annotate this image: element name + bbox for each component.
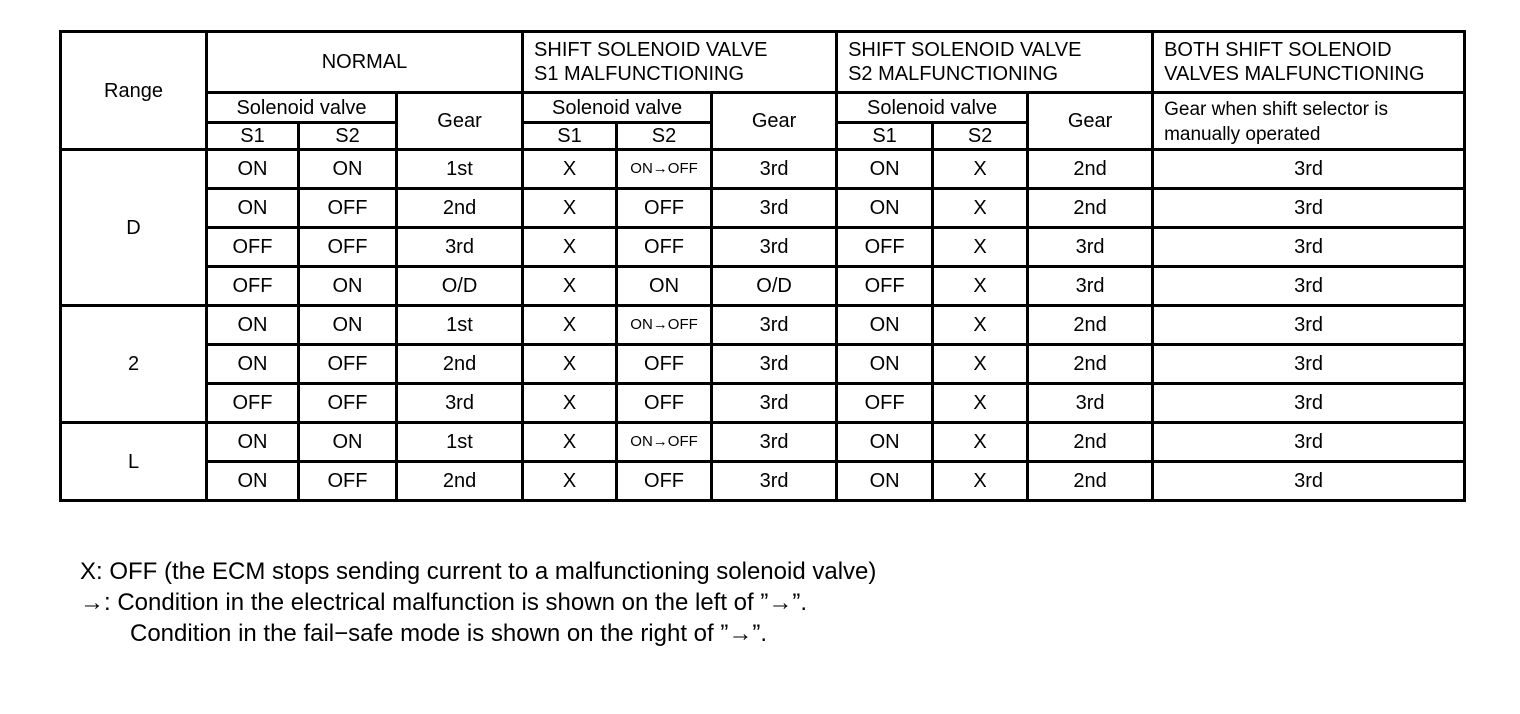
normal-s2-cell: ON xyxy=(299,267,397,306)
manual-gear-header-line2: manually operated xyxy=(1164,123,1321,145)
s2-fault-s1-cell: ON xyxy=(837,150,933,189)
normal-gear-cell: 2nd xyxy=(397,189,523,228)
normal-gear-cell: 2nd xyxy=(397,345,523,384)
s2-fault-s1-cell: ON xyxy=(837,423,933,462)
table-row xyxy=(61,150,1465,189)
s1-fault-s1-cell: X xyxy=(523,384,617,423)
normal-header: NORMAL xyxy=(207,32,523,93)
note-arrow-left: →: Condition in the electrical malfunction is shown on the left of ”→”. xyxy=(80,589,808,616)
s2-fault-s1-cell: OFF xyxy=(837,228,933,267)
s2-fault-s2-cell: X xyxy=(933,267,1028,306)
s2-malfunction-header-line1: SHIFT SOLENOID VALVE xyxy=(848,38,1082,61)
normal-gear-cell: 2nd xyxy=(397,462,523,501)
manual-gear-header xyxy=(1153,93,1465,150)
note-x-off: X: OFF (the ECM stops sending current to a malfunctioning solenoid valve) xyxy=(80,558,877,585)
s2-fault-s2-cell: X xyxy=(933,306,1028,345)
s2-fault-s1-cell: ON xyxy=(837,189,933,228)
normal-gear-cell: 1st xyxy=(397,306,523,345)
s1-malfunction-header-line2: S1 MALFUNCTIONING xyxy=(534,63,745,85)
solenoid-fail-safe-table xyxy=(59,30,1466,502)
s1-fault-s2-cell: ON xyxy=(617,267,712,306)
normal-s2-cell: OFF xyxy=(299,228,397,267)
legend-notes xyxy=(80,556,876,649)
table-row xyxy=(61,228,1465,267)
normal-gear-cell: 1st xyxy=(397,423,523,462)
normal-s1-cell: ON xyxy=(207,345,299,384)
s1-fault-s2-cell: OFF xyxy=(617,384,712,423)
s1-fault-gear-cell: 3rd xyxy=(712,384,837,423)
s2-fault-s2-cell: X xyxy=(933,384,1028,423)
normal-s1-cell: OFF xyxy=(207,384,299,423)
normal-s2-cell: OFF xyxy=(299,462,397,501)
normal-s2-cell: OFF xyxy=(299,189,397,228)
s1-fault-solenoid-valve-header: Solenoid valve xyxy=(523,93,712,123)
manual-gear-cell: 3rd xyxy=(1153,384,1465,423)
normal-s2-cell: OFF xyxy=(299,384,397,423)
s1-malfunction-header-line1: SHIFT SOLENOID VALVE xyxy=(534,38,768,61)
normal-s1-cell: OFF xyxy=(207,267,299,306)
s2-fault-s2-cell: X xyxy=(933,189,1028,228)
manual-gear-cell: 3rd xyxy=(1153,462,1465,501)
normal-s2-header: S2 xyxy=(299,123,397,150)
both-malfunction-header xyxy=(1153,32,1465,93)
s2-fault-s1-cell: ON xyxy=(837,345,933,384)
table-row xyxy=(61,423,1465,462)
normal-gear-cell: O/D xyxy=(397,267,523,306)
s1-fault-s2-cell: OFF xyxy=(617,462,712,501)
table-row xyxy=(61,384,1465,423)
s1-fault-gear-cell: 3rd xyxy=(712,150,837,189)
both-malfunction-header-line2: VALVES MALFUNCTIONING xyxy=(1164,63,1425,85)
normal-gear-cell: 1st xyxy=(397,150,523,189)
normal-s1-cell: OFF xyxy=(207,228,299,267)
s1-fault-s1-cell: X xyxy=(523,345,617,384)
s1-malfunction-header xyxy=(523,32,837,93)
s1-fault-s2-cell: ON→OFF xyxy=(617,150,712,189)
table-row xyxy=(61,462,1465,501)
note-arrow-right: Condition in the fail−safe mode is shown on the right of ”→”. xyxy=(130,620,768,647)
manual-gear-cell: 3rd xyxy=(1153,228,1465,267)
manual-gear-cell: 3rd xyxy=(1153,423,1465,462)
normal-s1-cell: ON xyxy=(207,306,299,345)
s1-fault-gear-cell: 3rd xyxy=(712,462,837,501)
range-label: D xyxy=(61,150,207,306)
s2-fault-s1-cell: OFF xyxy=(837,384,933,423)
s2-fault-s2-cell: X xyxy=(933,228,1028,267)
s2-fault-gear-cell: 2nd xyxy=(1028,345,1153,384)
range-label: L xyxy=(61,423,207,501)
normal-s1-cell: ON xyxy=(207,423,299,462)
s1-fault-s1-header: S1 xyxy=(523,123,617,150)
s1-fault-s1-cell: X xyxy=(523,306,617,345)
normal-s2-cell: ON xyxy=(299,306,397,345)
range-header: Range xyxy=(61,32,207,150)
normal-gear-cell: 3rd xyxy=(397,384,523,423)
manual-gear-cell: 3rd xyxy=(1153,150,1465,189)
s2-fault-gear-cell: 3rd xyxy=(1028,228,1153,267)
s1-fault-s1-cell: X xyxy=(523,423,617,462)
s1-fault-s2-cell: ON→OFF xyxy=(617,423,712,462)
s2-fault-gear-cell: 3rd xyxy=(1028,384,1153,423)
s2-malfunction-header xyxy=(837,32,1153,93)
table-row xyxy=(61,345,1465,384)
normal-gear-header: Gear xyxy=(397,93,523,150)
s1-fault-s1-cell: X xyxy=(523,189,617,228)
table-row xyxy=(61,267,1465,306)
s1-fault-s1-cell: X xyxy=(523,150,617,189)
normal-s2-cell: OFF xyxy=(299,345,397,384)
manual-gear-header-line1: Gear when shift selector is xyxy=(1164,99,1388,120)
s2-fault-s2-header: S2 xyxy=(933,123,1028,150)
s2-fault-gear-cell: 2nd xyxy=(1028,306,1153,345)
s1-fault-s2-cell: OFF xyxy=(617,189,712,228)
s1-fault-gear-cell: 3rd xyxy=(712,345,837,384)
s1-fault-gear-cell: 3rd xyxy=(712,189,837,228)
s2-fault-s1-cell: ON xyxy=(837,306,933,345)
s2-fault-solenoid-valve-header: Solenoid valve xyxy=(837,93,1028,123)
both-malfunction-header-line1: BOTH SHIFT SOLENOID xyxy=(1164,38,1392,61)
manual-gear-cell: 3rd xyxy=(1153,267,1465,306)
range-label: 2 xyxy=(61,306,207,423)
normal-s1-cell: ON xyxy=(207,462,299,501)
s2-fault-gear-cell: 2nd xyxy=(1028,189,1153,228)
s2-fault-s1-cell: OFF xyxy=(837,267,933,306)
s1-fault-gear-cell: 3rd xyxy=(712,306,837,345)
s2-fault-gear-cell: 3rd xyxy=(1028,267,1153,306)
s1-fault-s1-cell: X xyxy=(523,228,617,267)
s1-fault-gear-cell: 3rd xyxy=(712,228,837,267)
s2-fault-s2-cell: X xyxy=(933,423,1028,462)
s1-fault-s2-cell: ON→OFF xyxy=(617,306,712,345)
s2-fault-gear-header: Gear xyxy=(1028,93,1153,150)
table-row xyxy=(61,306,1465,345)
normal-gear-cell: 3rd xyxy=(397,228,523,267)
normal-s1-header: S1 xyxy=(207,123,299,150)
s2-fault-gear-cell: 2nd xyxy=(1028,423,1153,462)
s2-fault-s1-header: S1 xyxy=(837,123,933,150)
s2-fault-s2-cell: X xyxy=(933,150,1028,189)
s1-fault-s1-cell: X xyxy=(523,267,617,306)
s2-fault-s2-cell: X xyxy=(933,345,1028,384)
table-row xyxy=(61,189,1465,228)
normal-s2-cell: ON xyxy=(299,150,397,189)
normal-s1-cell: ON xyxy=(207,189,299,228)
s1-fault-gear-cell: O/D xyxy=(712,267,837,306)
s1-fault-gear-header: Gear xyxy=(712,93,837,150)
s1-fault-s2-header: S2 xyxy=(617,123,712,150)
s2-fault-s2-cell: X xyxy=(933,462,1028,501)
s2-fault-gear-cell: 2nd xyxy=(1028,150,1153,189)
s2-fault-gear-cell: 2nd xyxy=(1028,462,1153,501)
normal-solenoid-valve-header: Solenoid valve xyxy=(207,93,397,123)
s1-fault-gear-cell: 3rd xyxy=(712,423,837,462)
normal-s1-cell: ON xyxy=(207,150,299,189)
s2-malfunction-header-line2: S2 MALFUNCTIONING xyxy=(848,63,1059,85)
s1-fault-s1-cell: X xyxy=(523,462,617,501)
manual-gear-cell: 3rd xyxy=(1153,189,1465,228)
manual-gear-cell: 3rd xyxy=(1153,345,1465,384)
normal-s2-cell: ON xyxy=(299,423,397,462)
manual-gear-cell: 3rd xyxy=(1153,306,1465,345)
s1-fault-s2-cell: OFF xyxy=(617,228,712,267)
s1-fault-s2-cell: OFF xyxy=(617,345,712,384)
s2-fault-s1-cell: ON xyxy=(837,462,933,501)
